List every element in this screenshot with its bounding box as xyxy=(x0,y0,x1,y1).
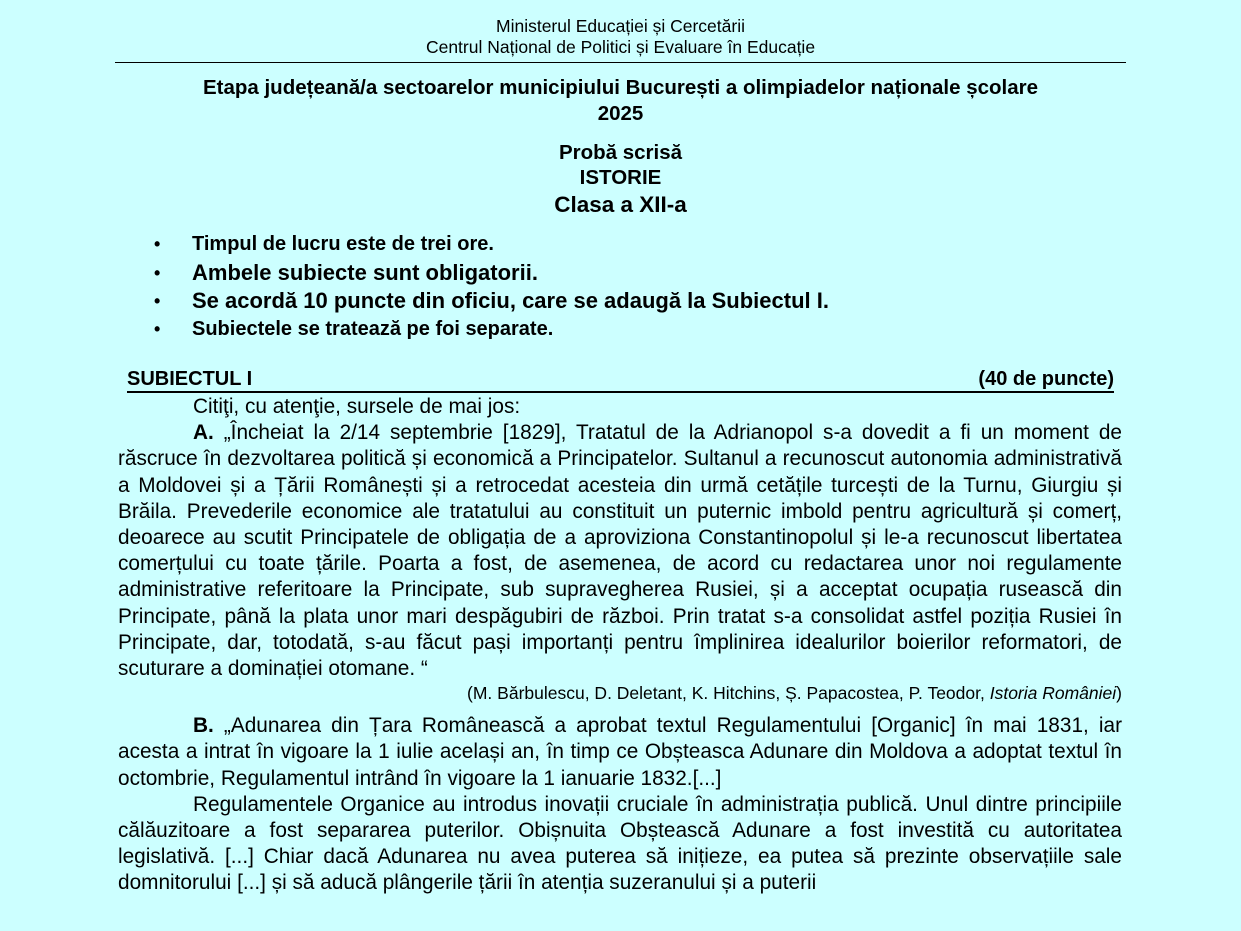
rule-text: Se acordă 10 puncte din oficiu, care se adaugă la Subiectul I. xyxy=(192,288,829,313)
intro-label: Citiţi, cu atenţie, sursele de mai jos: xyxy=(193,395,521,418)
citation-close: ) xyxy=(1116,683,1122,704)
bullet-icon: • xyxy=(154,319,161,339)
source-a-text xyxy=(118,420,1122,682)
bullet-icon: • xyxy=(154,263,161,283)
title-line-1: Etapa județeană/a sectoarelor municipiului București a olimpiadelor naționale școlare xyxy=(202,76,1039,99)
source-a-marker: A. xyxy=(193,421,214,445)
exam-subject: ISTORIE xyxy=(579,166,662,189)
bullet-icon: • xyxy=(154,234,161,254)
subject-body xyxy=(118,394,1122,897)
list-item xyxy=(140,230,829,259)
list-item xyxy=(140,315,829,344)
header-divider xyxy=(115,62,1126,63)
document-header xyxy=(115,16,1126,58)
source-b-body-2: Regulamentele Organice au introdus inovații cruciale în administrația publică. Unul dintre principiile călăuzitoare a fost separarea puterilor. Obișnuita Obștească Adunare a fost investită cu autoritatea legislativă. [...] Chiar dacă Adunarea nu avea puterea să inițieze, ea putea să prezinte observațiile sale domnitorului [...] și să aducă plângerile țării în atenția suzeranului și a puterii xyxy=(118,792,1122,895)
intro-text xyxy=(118,394,1122,420)
source-b-paragraph-2 xyxy=(118,792,1122,897)
source-b-marker: B. xyxy=(193,714,214,738)
subject-points: (40 de puncte) xyxy=(978,368,1114,390)
subject-label: SUBIECTUL I xyxy=(127,368,253,390)
document-title xyxy=(115,75,1126,127)
list-item xyxy=(140,287,829,315)
rule-text: Ambele subiecte sunt obligatorii. xyxy=(192,260,538,285)
title-line-2: 2025 xyxy=(597,102,644,125)
center-name: Centrul Național de Politici și Evaluare în Educație xyxy=(425,37,816,57)
ministry-name: Ministerul Educației și Cercetării xyxy=(496,16,745,36)
source-a-body: „Încheiat la 2/14 septembrie [1829], Tratatul de la Adrianopol s-a dovedit a fi un moment de răscruce în dezvoltarea politică și economică a Principatelor. Sultanul a recunoscut autonomia administrativă a Moldovei și a Țării Românești și a retrocedat acesteia din urmă cetățile turcești de la Turnu, Giurgiu și Brăila. Prevederile economice ale tratatului au constituit un puternic imbold pentru agricultură și comerț, deoarece au scutit Principatele de obligația de a aproviziona Constantinopolul și le-a recunoscut libertatea comerțului cu toate țările. Poarta a fost, de asemenea, de acord cu redactarea unor noi regulamente administrative referitoare la Principate, sub supravegherea Rusiei, și a acceptat ocupația rusească din Principate, până la plata unor mari despăgubiri de război. Prin tratat s-a consolidat astfel poziția Rusiei în Principate, dar, totodată, s-au făcut pași importanți pentru împlinirea idealurilor boierilor reformatori, de scuturare a dominației otomane. “ xyxy=(118,421,1122,681)
bullet-icon: • xyxy=(154,291,161,311)
exam-type: Probă scrisă xyxy=(558,141,683,164)
subject-heading xyxy=(127,368,1114,393)
source-b-text xyxy=(118,713,1122,792)
rules-list xyxy=(140,230,829,344)
exam-grade: Clasa a XII-a xyxy=(554,192,687,217)
citation-authors: (M. Bărbulescu, D. Deletant, K. Hitchins, Ș. Papacostea, P. Teodor, xyxy=(467,683,990,704)
source-b-body: „Adunarea din Țara Românească a aprobat textul Regulamentului [Organic] în mai 1831, iar acesta a intrat în vigoare la 1 iulie același an, în timp ce Obșteasca Adunare din Moldova a adoptat textul în octombrie, Regulamentul intrând în vigoare la 1 ianuarie 1832.[...] xyxy=(118,714,1123,790)
source-a-citation xyxy=(118,682,1122,705)
citation-work: Istoria României xyxy=(989,683,1117,704)
exam-info xyxy=(115,140,1126,220)
rule-text: Subiectele se tratează pe foi separate. xyxy=(192,318,554,340)
rule-text: Timpul de lucru este de trei ore. xyxy=(192,233,494,255)
list-item xyxy=(140,259,829,287)
